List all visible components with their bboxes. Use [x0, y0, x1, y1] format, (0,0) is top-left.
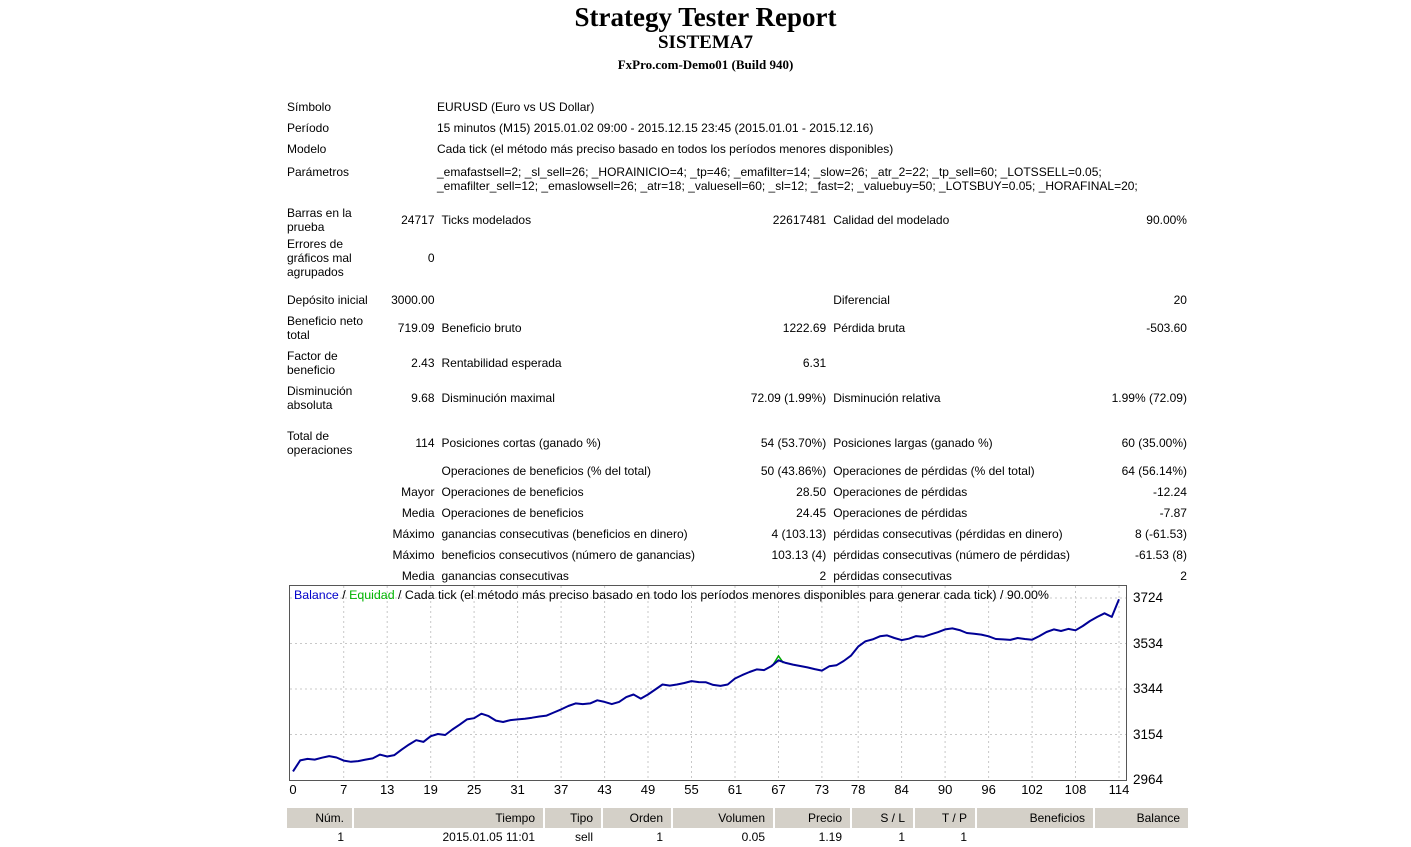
- x-axis-label: 31: [510, 782, 525, 797]
- trade-beneficios: [977, 828, 1093, 847]
- x-axis-label: 13: [379, 782, 395, 797]
- x-axis-label: 55: [684, 782, 699, 797]
- stat-value: -503.60: [1146, 320, 1187, 335]
- y-axis-label: 3344: [1133, 681, 1164, 696]
- y-axis-labels: [1131, 585, 1181, 785]
- x-axis-label: 114: [1108, 782, 1130, 797]
- trade-balance: [1095, 828, 1188, 847]
- report-summary: [287, 100, 1187, 586]
- y-axis-label: 3534: [1133, 635, 1164, 651]
- stat-value: 60 (35.00%): [1121, 435, 1187, 450]
- x-axis-label: 96: [981, 782, 996, 797]
- trade-row: [287, 828, 1190, 847]
- legend-model-text: Cada tick (el método más preciso basado en todo los períodos menores disponibles para generar cada tick): [404, 588, 997, 602]
- info-value: [437, 165, 1183, 193]
- stat-label: Errores de gráficos mal agrupados: [287, 237, 352, 279]
- params-line-1: _emafastsell=2; _sl_sell=26; _HORAINICIO=4; _tp=46; _emafilter=14; _slow=26; _atr_2=22; _tp_sell=60; _LOTSSELL=0.05;: [437, 165, 1102, 179]
- balance-chart: [290, 586, 1126, 780]
- stat-label: Operaciones de beneficios (% del total): [441, 463, 651, 478]
- stat-value: Media: [401, 505, 435, 520]
- stat-label: Disminución maximal: [441, 390, 555, 405]
- x-axis-label: 102: [1021, 782, 1043, 797]
- col-header-orden: Orden: [603, 808, 671, 828]
- x-axis-label: 73: [814, 782, 830, 797]
- col-header-balance: Balance: [1095, 808, 1188, 828]
- x-axis-label: 90: [937, 782, 953, 797]
- stat-value: 0: [427, 251, 435, 265]
- legend-separator: /: [338, 588, 350, 602]
- stats-row-media-1: [287, 502, 1187, 523]
- legend-separator: /: [394, 588, 405, 602]
- legend-separator: /: [996, 588, 1007, 602]
- stat-label: beneficios consecutivos (número de ganancias): [441, 547, 695, 562]
- params-line-2: _emafilter_sell=12; _emaslowsell=26; _atr=18; _valuesell=60; _sl=12; _fast=2; _valuebuy=50; _LOTSBUY=0.05; _HORAFINAL=20;: [437, 179, 1138, 193]
- col-header-tipo: Tipo: [545, 808, 601, 828]
- stat-label: Beneficio bruto: [441, 320, 522, 335]
- stat-value: 54 (53.70%): [760, 435, 827, 450]
- trade-tipo: sell: [574, 830, 593, 844]
- x-axis-label: 67: [771, 782, 786, 797]
- stat-label: Pérdida bruta: [833, 320, 906, 335]
- trade-precio: 1.19: [818, 830, 842, 844]
- stat-label: Calidad del modelado: [833, 212, 950, 227]
- y-axis-label: 3724: [1133, 590, 1164, 605]
- stat-value: Mayor: [401, 484, 435, 499]
- stat-value: 2: [1180, 568, 1187, 583]
- report-header: [0, 0, 1411, 74]
- col-header-tiempo: Tiempo: [354, 808, 543, 828]
- stats-row-media-2: [287, 565, 1187, 586]
- chart-legend: [294, 588, 1049, 602]
- stat-value: Máximo: [392, 526, 435, 541]
- stats-row-maximo-2: [287, 544, 1187, 565]
- stat-label: Posiciones cortas (ganado %): [441, 435, 601, 450]
- info-value: 15 minutos (M15) 2015.01.02 09:00 - 2015.12.15 23:45 (2015.01.01 - 2015.12.16): [437, 121, 874, 135]
- stat-label: Disminución relativa: [833, 390, 941, 405]
- stat-label: Operaciones de beneficios: [441, 505, 584, 520]
- expert-name: SISTEMA7: [657, 32, 754, 53]
- trade-num: 1: [337, 830, 344, 844]
- stats-row-barras: [287, 202, 1187, 237]
- stat-value: 20: [1173, 292, 1187, 307]
- stats-row-maximo-1: [287, 523, 1187, 544]
- stats-row-disminucion: [287, 380, 1187, 415]
- info-row-modelo: [287, 142, 1187, 163]
- stats-row-mayor: [287, 481, 1187, 502]
- col-header-tp: T / P: [915, 808, 975, 828]
- stat-value: 719.09: [397, 320, 435, 335]
- stat-value: Máximo: [392, 547, 435, 562]
- stat-value: 1222.69: [782, 320, 827, 335]
- stat-value: 6.31: [802, 355, 827, 370]
- stat-value: 4 (103.13): [771, 526, 827, 541]
- x-axis-label: 19: [423, 782, 438, 797]
- trade-volumen: 0.05: [741, 830, 765, 844]
- info-label: Símbolo: [287, 100, 332, 114]
- stat-label: Diferencial: [833, 292, 890, 307]
- trades-table: [287, 808, 1190, 847]
- stat-value: 114: [415, 435, 435, 450]
- x-axis-label: 84: [894, 782, 909, 797]
- stats-row-operaciones-pct: [287, 460, 1187, 481]
- stat-label: Operaciones de pérdidas: [833, 505, 968, 520]
- info-row-parametros: [287, 165, 1187, 193]
- stats-row-total-operaciones: [287, 425, 1187, 460]
- stat-label: Depósito inicial: [287, 292, 368, 307]
- page-title: Strategy Tester Report: [574, 2, 837, 32]
- stat-value: 64 (56.14%): [1121, 463, 1187, 478]
- legend-equity: Equidad: [349, 588, 395, 602]
- stat-label: Posiciones largas (ganado %): [833, 435, 993, 450]
- col-header-num: Núm.: [287, 808, 352, 828]
- stat-label: Disminución absoluta: [287, 383, 353, 412]
- stat-value: 24717: [401, 212, 435, 227]
- legend-quality: 90.00%: [1006, 588, 1049, 602]
- x-axis-label: 0: [289, 782, 297, 797]
- trade-orden: 1: [656, 830, 663, 844]
- x-axis-label: 49: [640, 782, 656, 797]
- stats-row-beneficio-neto: [287, 310, 1187, 345]
- trade-sl: 1: [898, 830, 905, 844]
- info-row-periodo: [287, 121, 1187, 142]
- x-axis-labels: [289, 782, 1129, 798]
- stat-label: Operaciones de beneficios: [441, 484, 584, 499]
- stat-label: pérdidas consecutivas (número de pérdidas): [833, 547, 1070, 562]
- x-axis-label: 61: [727, 782, 743, 797]
- stats-row-errores: [287, 237, 1187, 279]
- x-axis-label: 37: [553, 782, 569, 797]
- stat-value: 103.13 (4): [771, 547, 827, 562]
- stat-value: 9.68: [411, 390, 435, 405]
- stat-label: ganancias consecutivas: [441, 568, 569, 583]
- trade-tp: 1: [960, 830, 967, 844]
- stat-label: ganancias consecutivas (beneficios en dinero): [441, 526, 688, 541]
- x-axis-label: 108: [1064, 782, 1087, 797]
- stat-value: 90.00%: [1146, 212, 1187, 227]
- stat-label: Beneficio neto total: [287, 313, 364, 342]
- stat-label: Operaciones de pérdidas: [833, 484, 968, 499]
- y-axis-label: 3154: [1133, 726, 1164, 742]
- stat-value: -61.53 (8): [1134, 547, 1187, 562]
- stat-label: Barras en la prueba: [287, 205, 352, 234]
- x-axis-label: 7: [340, 782, 348, 797]
- legend-balance: Balance: [294, 588, 339, 602]
- stat-label: Total de operaciones: [287, 428, 353, 457]
- stat-value: 50 (43.86%): [760, 463, 827, 478]
- trade-tiempo: 2015.01.05 11:01: [442, 830, 535, 844]
- stats-row-factor: [287, 345, 1187, 380]
- stat-value: -12.24: [1152, 484, 1187, 499]
- stat-label: Factor de beneficio: [287, 348, 338, 377]
- stat-value: 3000.00: [391, 292, 435, 307]
- stat-value: 1.99% (72.09): [1111, 390, 1187, 405]
- col-header-volumen: Volumen: [673, 808, 773, 828]
- stat-label: pérdidas consecutivas (pérdidas en dinero): [833, 526, 1063, 541]
- balance-chart-frame: [289, 585, 1127, 781]
- stat-value: 22617481: [772, 212, 827, 227]
- server-build: FxPro.com-Demo01 (Build 940): [617, 57, 794, 72]
- info-value: Cada tick (el método más preciso basado en todos los períodos menores disponibles): [437, 142, 894, 156]
- stat-value: 2.43: [411, 355, 435, 370]
- y-axis-label: 2964: [1133, 772, 1164, 787]
- stat-label: pérdidas consecutivas: [833, 568, 952, 583]
- stat-value: 2: [819, 568, 827, 583]
- col-header-precio: Precio: [775, 808, 850, 828]
- x-axis-label: 43: [597, 782, 612, 797]
- stat-label: Rentabilidad esperada: [441, 355, 562, 370]
- stat-value: 28.50: [796, 484, 827, 499]
- info-label: Modelo: [287, 142, 327, 156]
- info-value: EURUSD (Euro vs US Dollar): [437, 100, 595, 114]
- stat-value: 8 (-61.53): [1134, 526, 1187, 541]
- stat-value: 24.45: [796, 505, 827, 520]
- stat-value: -7.87: [1159, 505, 1187, 520]
- stat-value: Media: [401, 568, 435, 583]
- x-axis-label: 25: [466, 782, 482, 797]
- stat-label: Operaciones de pérdidas (% del total): [833, 463, 1035, 478]
- stat-label: Ticks modelados: [441, 212, 532, 227]
- stat-value: 72.09 (1.99%): [750, 390, 827, 405]
- info-label: Período: [287, 121, 330, 135]
- col-header-beneficios: Beneficios: [977, 808, 1093, 828]
- info-label: Parámetros: [287, 165, 350, 179]
- stats-row-deposito: [287, 289, 1187, 310]
- col-header-sl: S / L: [852, 808, 913, 828]
- x-axis-label: 78: [850, 782, 866, 797]
- trades-header-row: [287, 808, 1190, 828]
- info-row-simbolo: [287, 100, 1187, 121]
